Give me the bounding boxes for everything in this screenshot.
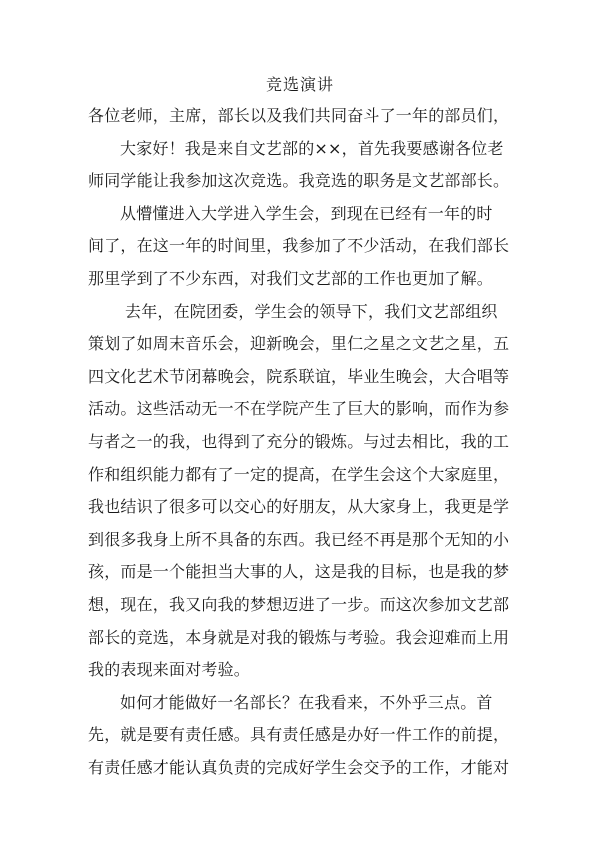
text-line: 去年，在院团委，学生会的领导下，我们文艺部组织 <box>125 301 498 321</box>
text-line: 策划了如周末音乐会，迎新晚会，里仁之星之文艺之星，五 <box>88 334 510 354</box>
document-title: 竞选演讲 <box>265 75 334 94</box>
text-line: 四文化艺术节闭幕晚会，院系联谊，毕业生晚会，大合唱等 <box>88 366 510 386</box>
text-line: 部长的竞选，本身就是对我的锻炼与考验。我会迎难而上用 <box>88 627 510 647</box>
text-line: 作和组织能力都有了一定的提高，在学生会这个大家庭里， <box>88 464 510 484</box>
text-line: 大家好！我是来自文艺部的××，首先我要感谢各位老 <box>120 138 504 158</box>
text-line: 从懵懂进入大学进入学生会，到现在已经有一年的时 <box>120 203 493 223</box>
text-line: 间了，在这一年的时间里，我参加了不少活动，在我们部长 <box>88 236 510 256</box>
text-line: 如何才能做好一名部长？在我看来，不外乎三点。首 <box>120 692 493 712</box>
text-line: 孩，而是一个能担当大事的人，这是我的目标，也是我的梦 <box>88 562 510 582</box>
document-body <box>88 100 518 784</box>
text-line: 先，就是要有责任感。具有责任感是办好一件工作的前提， <box>88 725 510 745</box>
text-line: 各位老师，主席，部长以及我们共同奋斗了一年的部员们， <box>88 106 510 125</box>
text-line: 我也结识了很多可以交心的好朋友，从大家身上，我更是学 <box>88 497 510 517</box>
text-line: 到很多我身上所不具备的东西。我已经不再是那个无知的小 <box>88 529 510 549</box>
text-line: 那里学到了不少东西，对我们文艺部的工作也更加了解。 <box>88 268 494 288</box>
text-line: 与者之一的我，也得到了充分的锻炼。与过去相比，我的工 <box>88 431 510 451</box>
text-line: 我的表现来面对考验。 <box>88 660 251 680</box>
text-line: 活动。这些活动无一不在学院产生了巨大的影响，而作为参 <box>88 399 510 419</box>
text-line: 师同学能让我参加这次竞选。我竞选的职务是文艺部部长。 <box>88 171 510 191</box>
text-line: 想，现在，我又向我的梦想迈进了一步。而这次参加文艺部 <box>88 594 510 614</box>
text-line: 有责任感才能认真负责的完成好学生会交予的工作，才能对 <box>88 757 510 777</box>
